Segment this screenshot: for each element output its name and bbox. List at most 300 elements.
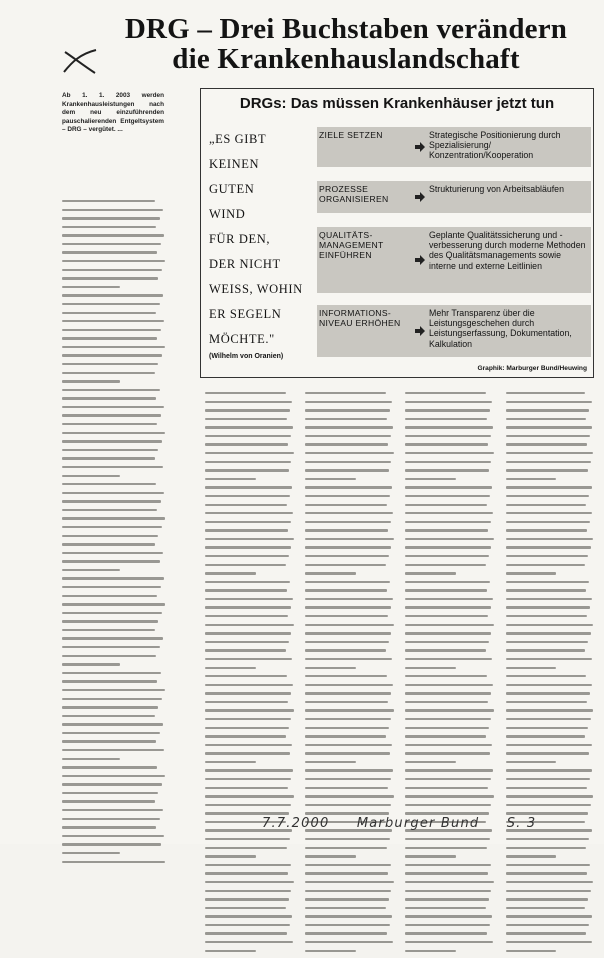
text-line xyxy=(506,461,591,463)
text-line xyxy=(506,581,589,583)
text-line xyxy=(405,769,493,771)
text-line xyxy=(205,443,288,445)
text-line xyxy=(305,649,386,651)
text-line xyxy=(205,538,294,540)
text-line xyxy=(405,890,491,892)
text-line xyxy=(405,941,493,943)
text-line xyxy=(205,564,286,566)
text-line xyxy=(506,589,586,591)
step-label: ZIELE SETZEN xyxy=(319,130,383,140)
text-column-1 xyxy=(62,200,168,869)
text-line xyxy=(506,838,589,840)
text-line xyxy=(405,546,491,548)
text-line xyxy=(506,667,556,669)
text-line xyxy=(305,495,390,497)
text-line xyxy=(62,749,164,751)
text-line xyxy=(305,606,391,608)
text-line xyxy=(62,329,161,331)
text-line xyxy=(305,812,389,814)
text-line xyxy=(405,684,493,686)
text-line xyxy=(305,855,356,857)
text-line xyxy=(62,663,120,665)
text-line xyxy=(205,890,291,892)
text-line xyxy=(305,529,388,531)
text-line xyxy=(305,761,356,763)
text-line xyxy=(405,478,456,480)
text-line xyxy=(62,466,163,468)
text-line xyxy=(62,200,155,202)
text-line xyxy=(62,303,160,305)
text-line xyxy=(205,735,286,737)
text-line xyxy=(62,363,158,365)
text-line xyxy=(405,495,490,497)
quote-line: ER SEGELN xyxy=(209,307,282,321)
text-line xyxy=(305,555,389,557)
text-line xyxy=(305,572,356,574)
text-line xyxy=(405,606,491,608)
text-line xyxy=(305,461,391,463)
text-line xyxy=(506,881,593,883)
text-line xyxy=(506,401,592,403)
text-line xyxy=(405,932,487,934)
text-line xyxy=(205,675,287,677)
text-line xyxy=(205,872,288,874)
text-line xyxy=(405,529,488,531)
text-line xyxy=(62,526,162,528)
step-row-information xyxy=(317,305,591,357)
text-line xyxy=(205,812,289,814)
text-line xyxy=(205,512,293,514)
text-line xyxy=(205,469,289,471)
text-line xyxy=(305,598,393,600)
text-line xyxy=(205,752,290,754)
text-column-2 xyxy=(205,392,297,958)
text-line xyxy=(506,478,556,480)
text-line xyxy=(62,792,158,794)
text-line xyxy=(405,709,494,711)
text-line xyxy=(405,718,491,720)
text-line xyxy=(62,715,155,717)
text-column-3 xyxy=(305,392,397,958)
text-line xyxy=(506,924,589,926)
text-line xyxy=(506,718,591,720)
text-line xyxy=(305,718,391,720)
text-line xyxy=(405,564,486,566)
text-line xyxy=(506,795,593,797)
text-line xyxy=(405,426,493,428)
text-line xyxy=(205,401,292,403)
text-line xyxy=(305,907,386,909)
step-row-goals xyxy=(317,127,591,167)
text-line xyxy=(506,847,586,849)
text-line xyxy=(62,775,165,777)
text-line xyxy=(506,950,556,952)
text-line xyxy=(506,512,592,514)
text-line xyxy=(405,418,487,420)
text-line xyxy=(405,778,491,780)
text-line xyxy=(405,838,490,840)
text-line xyxy=(305,778,391,780)
text-line xyxy=(405,950,456,952)
text-line xyxy=(506,504,586,506)
text-line xyxy=(506,812,588,814)
text-line xyxy=(205,898,289,900)
text-line xyxy=(62,380,120,382)
text-line xyxy=(305,709,394,711)
text-line xyxy=(305,795,394,797)
text-line xyxy=(305,675,387,677)
text-line xyxy=(405,469,489,471)
text-line xyxy=(205,555,289,557)
text-line xyxy=(506,735,585,737)
text-line xyxy=(405,735,486,737)
text-line xyxy=(506,855,556,857)
text-line xyxy=(205,598,293,600)
text-line xyxy=(62,629,155,631)
text-line xyxy=(305,769,393,771)
text-line xyxy=(305,752,390,754)
text-line xyxy=(205,632,291,634)
text-line xyxy=(62,560,160,562)
text-line xyxy=(62,535,158,537)
text-line xyxy=(205,915,292,917)
step-row-processes xyxy=(317,181,591,213)
text-line xyxy=(62,818,160,820)
text-line xyxy=(305,504,387,506)
text-line xyxy=(205,572,256,574)
text-line xyxy=(205,624,294,626)
text-line xyxy=(506,486,592,488)
text-line xyxy=(62,372,155,374)
text-line xyxy=(305,950,356,952)
text-line xyxy=(506,392,585,394)
text-line xyxy=(205,907,286,909)
text-line xyxy=(205,418,287,420)
text-line xyxy=(305,924,390,926)
text-line xyxy=(305,469,389,471)
text-line xyxy=(62,423,157,425)
text-line xyxy=(305,804,391,806)
text-line xyxy=(405,452,494,454)
text-line xyxy=(405,795,494,797)
text-line xyxy=(506,452,593,454)
text-line xyxy=(405,435,491,437)
article-lead xyxy=(62,92,164,135)
text-line xyxy=(405,812,489,814)
text-line xyxy=(62,234,164,236)
text-line xyxy=(506,761,556,763)
text-line xyxy=(506,692,590,694)
lead-intro: Ab 1. 1. 2003 werden Krankenhausleistungen nach dem neu einzuführenden pauschalierenden Entgeltsystem – DRG – vergütet. ... xyxy=(62,92,164,134)
text-line xyxy=(62,569,120,571)
text-line xyxy=(405,461,491,463)
text-line xyxy=(506,787,587,789)
text-line xyxy=(405,409,490,411)
text-line xyxy=(305,864,391,866)
text-line xyxy=(405,401,492,403)
step-row-quality xyxy=(317,227,591,293)
text-line xyxy=(62,637,163,639)
text-line xyxy=(405,701,488,703)
text-line xyxy=(62,740,156,742)
text-line xyxy=(205,495,290,497)
text-line xyxy=(405,744,492,746)
infographic-title: DRGs: Das müssen Krankenhäuser jetzt tun xyxy=(239,95,555,112)
text-line xyxy=(62,586,161,588)
step-result: Strukturierung von Arbeitsabläufen xyxy=(429,184,564,194)
text-line xyxy=(405,649,486,651)
text-line xyxy=(305,435,391,437)
text-line xyxy=(205,478,256,480)
text-line xyxy=(205,950,256,952)
text-line xyxy=(205,521,291,523)
text-line xyxy=(305,847,387,849)
text-line xyxy=(506,564,585,566)
text-line xyxy=(205,932,287,934)
text-line xyxy=(205,667,256,669)
text-line xyxy=(62,680,157,682)
text-line xyxy=(405,787,488,789)
text-line xyxy=(405,881,494,883)
text-line xyxy=(62,432,165,434)
text-line xyxy=(205,701,288,703)
text-line xyxy=(405,864,491,866)
quote-author: (Wilhelm von Oranien) xyxy=(209,353,284,360)
text-line xyxy=(405,924,490,926)
text-line xyxy=(62,492,164,494)
text-line xyxy=(305,744,392,746)
text-line xyxy=(506,907,585,909)
text-line xyxy=(305,521,391,523)
text-line xyxy=(62,809,163,811)
text-line xyxy=(506,804,591,806)
text-line xyxy=(305,478,356,480)
text-line xyxy=(205,649,286,651)
text-line xyxy=(405,598,493,600)
arrow-right-icon xyxy=(415,326,425,336)
text-line xyxy=(405,521,491,523)
text-line xyxy=(62,552,163,554)
text-line xyxy=(506,915,592,917)
text-line xyxy=(205,769,293,771)
text-line xyxy=(305,418,387,420)
text-line xyxy=(506,872,587,874)
text-line xyxy=(62,346,165,348)
quote-line: KEINEN xyxy=(209,157,260,171)
text-line xyxy=(305,426,393,428)
text-column-4 xyxy=(405,392,497,958)
step-result: Mehr Transparenz über die Leistungsgeschehen durch Leistungserfassung, Dokumentation, Kalkulation xyxy=(429,308,572,349)
text-line xyxy=(62,835,164,837)
pen-scribble-mark xyxy=(62,46,100,76)
text-line xyxy=(405,641,489,643)
text-line xyxy=(205,864,291,866)
text-line xyxy=(506,546,591,548)
text-line xyxy=(305,932,387,934)
text-line xyxy=(62,414,161,416)
text-line xyxy=(62,217,160,219)
text-line xyxy=(305,486,392,488)
text-line xyxy=(205,778,291,780)
text-line xyxy=(62,620,158,622)
text-line xyxy=(62,783,162,785)
text-line xyxy=(506,890,591,892)
text-line xyxy=(506,701,587,703)
text-line xyxy=(62,672,161,674)
text-line xyxy=(62,209,163,211)
step-label: INFORMATIONS-NIVEAU ERHÖHEN xyxy=(319,308,401,328)
text-line xyxy=(405,392,486,394)
text-line xyxy=(405,486,492,488)
text-line xyxy=(62,226,156,228)
text-line xyxy=(506,864,590,866)
quote-line: WIND xyxy=(209,207,246,221)
text-line xyxy=(305,401,392,403)
text-line xyxy=(305,581,390,583)
text-line xyxy=(506,769,592,771)
text-line xyxy=(205,692,291,694)
handwritten-date: 7.7.2000 xyxy=(262,816,330,831)
text-line xyxy=(405,624,494,626)
text-line xyxy=(62,269,162,271)
text-line xyxy=(506,727,588,729)
text-line xyxy=(62,706,158,708)
text-line xyxy=(62,698,162,700)
text-line xyxy=(305,898,389,900)
text-line xyxy=(305,941,393,943)
text-line xyxy=(506,435,590,437)
text-line xyxy=(205,881,294,883)
text-line xyxy=(305,684,393,686)
text-line xyxy=(205,727,289,729)
text-line xyxy=(62,500,161,502)
text-line xyxy=(405,675,487,677)
text-line xyxy=(506,709,593,711)
text-line xyxy=(62,312,156,314)
headline-line-1: DRG – Drei Buchstaben verändern xyxy=(124,13,568,45)
text-line xyxy=(405,658,492,660)
text-line xyxy=(62,758,120,760)
text-line xyxy=(506,941,592,943)
text-line xyxy=(305,890,391,892)
text-line xyxy=(62,612,162,614)
text-line xyxy=(405,915,492,917)
text-line xyxy=(405,443,488,445)
text-line xyxy=(405,872,488,874)
handwritten-source: Marburger Bund xyxy=(356,816,480,831)
text-line xyxy=(205,581,290,583)
text-line xyxy=(405,727,489,729)
text-line xyxy=(405,504,487,506)
article-headline xyxy=(96,14,596,74)
text-line xyxy=(506,624,593,626)
text-line xyxy=(205,924,290,926)
text-line xyxy=(205,409,290,411)
text-line xyxy=(305,667,356,669)
text-line xyxy=(62,457,155,459)
text-line xyxy=(305,409,390,411)
text-line xyxy=(405,667,456,669)
text-line xyxy=(62,251,157,253)
text-line xyxy=(305,624,394,626)
text-line xyxy=(506,778,590,780)
text-line xyxy=(62,603,165,605)
text-line xyxy=(506,898,588,900)
text-line xyxy=(62,509,157,511)
text-line xyxy=(506,752,589,754)
text-line xyxy=(305,512,393,514)
text-line xyxy=(205,461,291,463)
text-line xyxy=(305,641,389,643)
text-line xyxy=(305,632,391,634)
quote-line: „ES GIBT xyxy=(209,132,267,146)
text-line xyxy=(62,354,162,356)
text-line xyxy=(305,452,394,454)
text-line xyxy=(62,577,164,579)
text-line xyxy=(205,709,294,711)
text-line xyxy=(205,761,256,763)
text-line xyxy=(405,512,493,514)
step-result: Strategische Positionierung durch Spezialisierung/ Konzentration/Kooperation xyxy=(429,130,561,161)
text-column-5 xyxy=(506,392,596,958)
text-line xyxy=(506,443,587,445)
quote xyxy=(209,127,315,352)
text-line xyxy=(62,852,120,854)
text-line xyxy=(506,658,592,660)
text-line xyxy=(62,440,162,442)
text-line xyxy=(405,632,491,634)
text-line xyxy=(506,469,588,471)
text-line xyxy=(62,277,158,279)
handwritten-page: S. 3 xyxy=(506,816,537,831)
infographic-box xyxy=(200,88,594,378)
text-line xyxy=(506,649,585,651)
text-line xyxy=(305,915,392,917)
text-line xyxy=(405,538,494,540)
text-line xyxy=(305,881,394,883)
quote-line: GUTEN xyxy=(209,182,255,196)
text-line xyxy=(62,517,165,519)
text-line xyxy=(506,615,587,617)
text-line xyxy=(405,804,491,806)
text-line xyxy=(62,826,156,828)
text-line xyxy=(405,855,456,857)
text-line xyxy=(62,389,160,391)
text-line xyxy=(405,907,486,909)
text-line xyxy=(205,589,287,591)
text-line xyxy=(305,727,389,729)
text-line xyxy=(205,744,292,746)
graphic-credit: Graphik: Marburger Bund/Heuwing xyxy=(477,365,587,372)
arrow-right-icon xyxy=(415,142,425,152)
text-line xyxy=(506,598,592,600)
text-line xyxy=(506,409,589,411)
text-line xyxy=(205,684,293,686)
text-line xyxy=(305,838,390,840)
arrow-right-icon xyxy=(415,192,425,202)
text-line xyxy=(205,838,290,840)
text-line xyxy=(305,658,392,660)
text-line xyxy=(506,426,592,428)
text-line xyxy=(305,692,391,694)
arrow-right-icon xyxy=(415,255,425,265)
text-line xyxy=(62,483,156,485)
text-line xyxy=(205,452,294,454)
text-line xyxy=(62,243,161,245)
text-line xyxy=(62,337,157,339)
quote-line: DER NICHT xyxy=(209,257,281,271)
text-line xyxy=(506,538,593,540)
